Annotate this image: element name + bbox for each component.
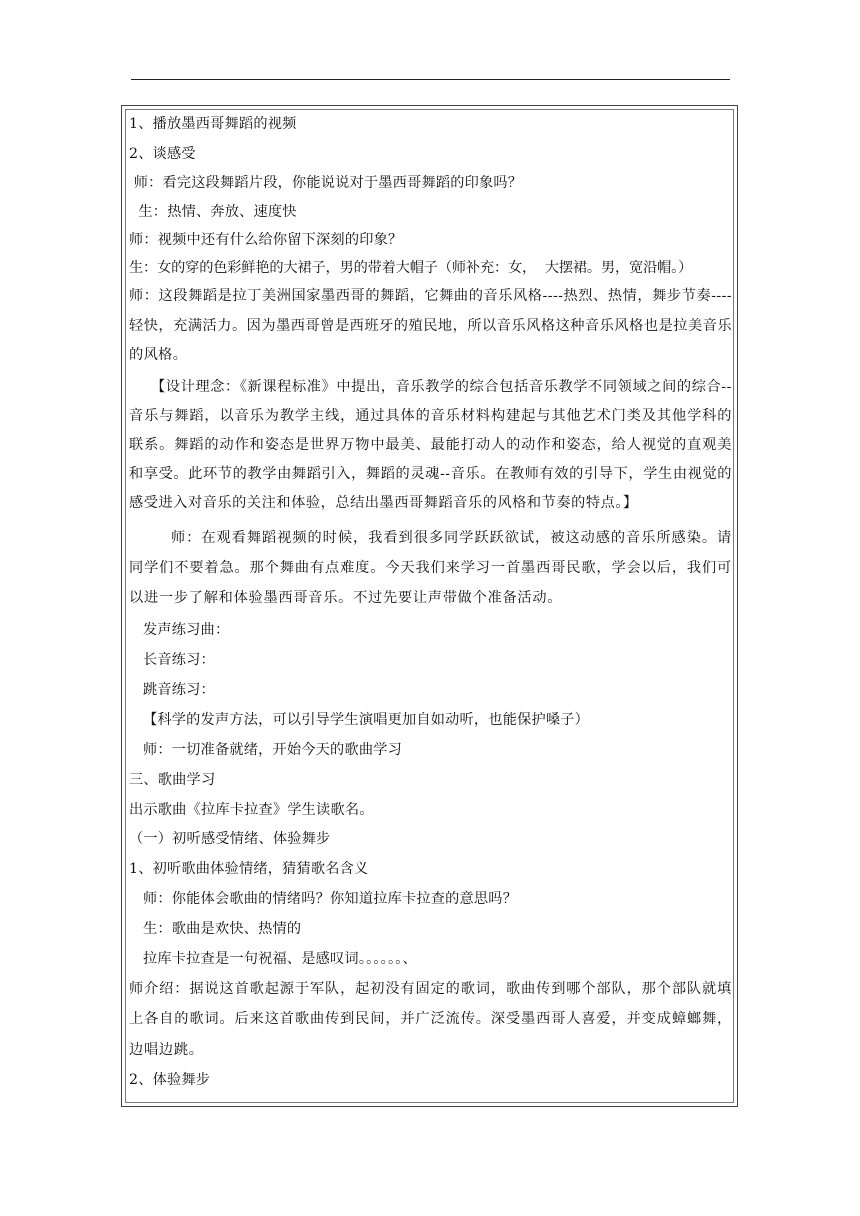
line-student-answer-2: 生：女的穿的色彩鲜艳的大裙子，男的带着大帽子（师补充：女， 大摆裙。男，宽沿帽。） — [129, 260, 693, 276]
line-meaning: 拉库卡拉查是一句祝福、是感叹词。。。。。。、 — [143, 950, 417, 967]
paragraph-song-origin: 师介绍：据说这首歌起源于军队，起初没有固定的歌词，歌曲传到哪个部队，那个部队就填上各自的歌词。后来这首歌曲传到民间，并广泛流传。深受墨西哥人喜爱，并变成蟑螂舞，边唱边跳。 — [129, 980, 732, 1058]
line-staccato: 跳音练习： — [143, 681, 215, 698]
line-feelings: 2、谈感受 — [129, 146, 196, 162]
line-experience-dance-steps: 2、体验舞步 — [129, 1072, 211, 1089]
line-vocal-method-note: 【科学的发声方法，可以引导学生演唱更加自如动听，也能保护嗓子） — [143, 711, 590, 728]
header-rule — [131, 79, 730, 80]
line-vocal-exercise: 发声练习曲： — [143, 621, 230, 638]
paragraph-dance-style: 师：这段舞蹈是拉丁美洲国家墨西哥的舞蹈，它舞曲的音乐风格----热烈、热情，舞步节奏----轻快，充满活力。因为墨西哥曾是西班牙的殖民地，所以音乐风格这种音乐风格也是拉美音乐的风格。 — [129, 288, 732, 363]
paragraph-design-concept: 【设计理念：《新课程标准》中提出，音乐教学的综合包括音乐教学不同领域之间的综合--音乐与舞蹈，以音乐为教学主线，通过具体的音乐材料构建起与其他艺术门类及其他学科的联系。舞蹈的动作和姿态是世界万物中最美、最能打动人的动作和姿态，给人视觉的直观美和享受。此环节的教学由舞蹈引入，舞蹈的灵魂--音乐。在教师有效的引导下，学生由视觉的感受进入对音乐的关注和体验，总结出墨西哥舞蹈音乐的风格和节奏的特点。】 — [129, 378, 732, 512]
section-heading-song-learning: 三、歌曲学习 — [129, 771, 216, 788]
paragraph-teacher-intro: 师：在观看舞蹈视频的时候，我看到很多同学跃跃欲试，被这动感的音乐所感染。请同学们不要着急。那个舞曲有点难度。今天我们来学习一首墨西哥民歌，学会以后，我们可以进一步了解和体验墨西哥音乐。不过先要让声带做个准备活动。 — [129, 529, 732, 606]
lesson-content — [129, 108, 732, 1095]
line-show-song: 出示歌曲《拉库卡拉查》学生读歌名。 — [129, 801, 374, 818]
line-ready-to-learn: 师：一切准备就绪，开始今天的歌曲学习 — [143, 741, 402, 758]
subheading-first-listen: （一）初听感受情绪、体验舞步 — [129, 830, 331, 847]
line-teacher-question-2: 师：视频中还有什么给你留下深刻的印象？ — [129, 232, 403, 248]
line-first-listen-guess: 1、初听歌曲体验情绪，猜猜歌名含义 — [129, 860, 369, 877]
line-teacher-question-3: 师：你能体会歌曲的情绪吗？你知道拉库卡拉查的意思吗？ — [143, 890, 518, 907]
line-teacher-question-1: 师：看完这段舞蹈片段，你能说说对于墨西哥舞蹈的印象吗？ — [129, 175, 523, 191]
line-long-tone: 长音练习： — [143, 651, 215, 668]
line-student-answer-1: 生：热情、奔放、速度快 — [129, 204, 297, 220]
line-student-answer-3: 生：歌曲是欢快、热情的 — [143, 920, 302, 937]
line-play-video: 1、播放墨西哥舞蹈的视频 — [129, 116, 297, 132]
